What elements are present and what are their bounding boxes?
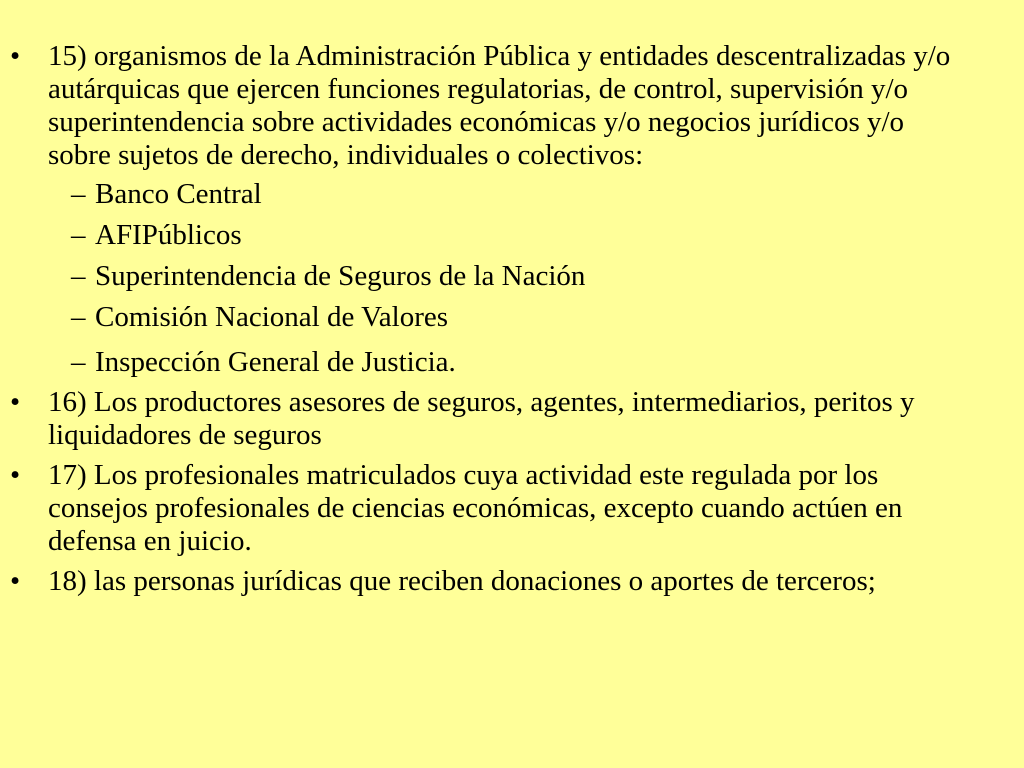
dash-icon: – (71, 178, 86, 210)
bullet-text: 17) Los profesionales matriculados cuya actividad este regulada por los consejos profesionales de ciencias económicas, excepto cuando actúen en defensa en juicio. (48, 459, 903, 557)
bullet-item-17 (0, 459, 1024, 558)
bullet-icon: • (10, 386, 21, 418)
bullet-text: 15) organismos de la Administración Pública y entidades descentralizadas y/o autárquicas que ejercen funciones regulatorias, de control, supervisión y/o superintendencia sobre actividades económicas y/o negocios jurídicos y/o sobre sujetos de derecho, individuales o colectivos: (48, 40, 951, 171)
sub-item-text: AFIPúblicos (95, 219, 242, 251)
bullet-list (0, 40, 1024, 605)
sub-item-text: Comisión Nacional de Valores (95, 301, 449, 333)
sub-item-comision-valores (48, 301, 964, 334)
dash-icon: – (71, 346, 86, 378)
sub-item-banco-central (48, 178, 964, 211)
dash-icon: – (71, 301, 86, 333)
sub-item-afip (48, 219, 964, 252)
bullet-text: 16) Los productores asesores de seguros, agentes, intermediarios, peritos y liquidadores de seguros (48, 386, 915, 451)
bullet-item-16 (0, 386, 1024, 452)
bullet-icon: • (10, 40, 21, 72)
bullet-item-15 (0, 40, 1024, 379)
dash-icon: – (71, 219, 86, 251)
dash-icon: – (71, 260, 86, 292)
sub-item-text: Banco Central (95, 178, 262, 210)
sub-item-superintendencia-seguros (48, 260, 964, 293)
bullet-text: 18) las personas jurídicas que reciben donaciones o aportes de terceros; (48, 565, 876, 597)
sub-item-text: Superintendencia de Seguros de la Nación (95, 260, 586, 292)
sub-list (48, 178, 964, 379)
bullet-icon: • (10, 459, 21, 491)
sub-item-text: Inspección General de Justicia. (95, 346, 456, 378)
bullet-icon: • (10, 565, 21, 597)
sub-item-inspeccion-justicia (48, 346, 964, 379)
bullet-item-18 (0, 565, 1024, 598)
